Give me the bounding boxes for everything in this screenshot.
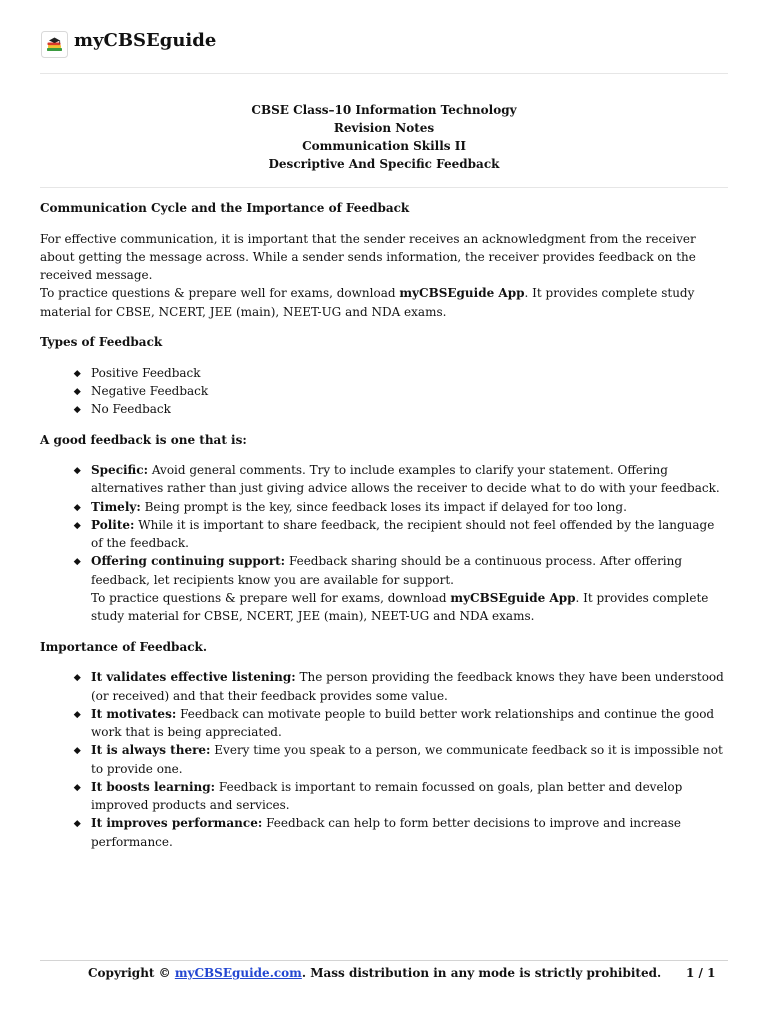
list-item-line: to provide one. xyxy=(91,761,183,776)
copyright-suffix: . Mass distribution in any mode is strictly prohibited. xyxy=(301,966,662,980)
promo-line: study material for CBSE, NCERT, JEE (main), NEET-UG and NDA exams. xyxy=(91,609,535,624)
app-name: myCBSEguide App xyxy=(399,286,525,301)
list-item-line xyxy=(91,461,728,479)
document-title xyxy=(40,101,728,173)
copyright-prefix: Copyright © xyxy=(88,966,175,980)
item-text: Feedback sharing should be a continuous process. After offering xyxy=(288,554,683,569)
intro-paragraph xyxy=(40,230,728,321)
website-link[interactable]: myCBSEguide.com xyxy=(174,966,302,980)
list-item xyxy=(91,552,728,625)
list-item xyxy=(91,364,728,382)
header-divider xyxy=(40,73,728,74)
list-item-line: of the feedback. xyxy=(91,536,189,551)
list-item xyxy=(91,461,728,498)
importance-list xyxy=(40,668,728,851)
item-label: It is always there: xyxy=(91,743,211,758)
title-subject: CBSE Class–10 Information Technology xyxy=(251,103,517,117)
title-topic: Descriptive And Specific Feedback xyxy=(268,157,500,171)
list-item-line: feedback, let recipients know you are available for support. xyxy=(91,572,454,587)
list-item xyxy=(91,778,728,815)
page-number: 1 / 1 xyxy=(686,966,716,980)
list-item-text: Positive Feedback xyxy=(91,365,201,380)
item-text: Feedback is important to remain focussed on goals, plan better and develop xyxy=(218,779,683,794)
notes-content xyxy=(40,199,728,851)
list-item xyxy=(91,382,728,400)
promo-line xyxy=(91,589,728,607)
list-item-line xyxy=(91,516,728,534)
item-text: The person providing the feedback knows they have been understood xyxy=(299,670,724,685)
section-heading: Importance of Feedback. xyxy=(40,639,208,654)
section-communication-cycle xyxy=(40,199,728,321)
promo-line: material for CBSE, NCERT, JEE (main), NEET-UG and NDA exams. xyxy=(40,304,447,319)
list-item-line xyxy=(91,741,728,759)
promo-text: To practice questions & prepare well for exams, download xyxy=(91,590,451,605)
item-label: Specific: xyxy=(91,463,149,478)
section-heading: A good feedback is one that is: xyxy=(40,432,247,447)
promo-text: . It provides complete study xyxy=(524,286,695,301)
list-item-line xyxy=(91,668,728,686)
section-good-feedback xyxy=(40,431,728,626)
list-item-line: (or received) and that their feedback provides some value. xyxy=(91,688,448,703)
list-item-line xyxy=(91,814,728,832)
list-item-line xyxy=(91,498,728,516)
item-label: It validates effective listening: xyxy=(91,670,296,685)
item-text: Every time you speak to a person, we communicate feedback so it is impossible not xyxy=(214,743,723,758)
item-label: Timely: xyxy=(91,499,141,514)
list-item-line xyxy=(91,705,728,723)
brand-name: myCBSEguide xyxy=(74,30,217,51)
promo-text: To practice questions & prepare well for exams, download xyxy=(40,286,400,301)
list-item-line: work that is being appreciated. xyxy=(91,725,282,740)
list-item xyxy=(91,400,728,418)
item-label: Offering continuing support: xyxy=(91,554,286,569)
item-label: It boosts learning: xyxy=(91,779,216,794)
list-item xyxy=(91,705,728,742)
item-label: Polite: xyxy=(91,517,135,532)
app-name: myCBSEguide App xyxy=(450,590,576,605)
item-text: Feedback can help to form better decisions to improve and increase xyxy=(266,816,682,831)
list-item-line: alternatives rather than just giving advice allows the receiver to decide what to do with your feedback. xyxy=(91,481,720,496)
item-text: Feedback can motivate people to build better work relationships and continue the good xyxy=(180,706,715,721)
list-item xyxy=(91,741,728,778)
item-label: It improves performance: xyxy=(91,816,263,831)
section-heading: Communication Cycle and the Importance of Feedback xyxy=(40,201,410,215)
list-item xyxy=(91,498,728,516)
list-item-text: No Feedback xyxy=(91,402,171,417)
promo-text: . It provides complete xyxy=(575,590,709,605)
feedback-types-list xyxy=(40,364,728,419)
list-item-line xyxy=(91,552,728,570)
title-doc-type: Revision Notes xyxy=(333,121,435,135)
list-item-line: improved products and services. xyxy=(91,798,290,813)
item-text: While it is important to share feedback, the recipient should not feel offended by the language xyxy=(138,517,715,532)
title-chapter: Communication Skills II xyxy=(302,139,466,153)
list-item-text: Negative Feedback xyxy=(91,383,209,398)
promo-line xyxy=(40,284,728,302)
section-types-of-feedback xyxy=(40,333,728,418)
section-importance xyxy=(40,638,728,851)
list-item-line xyxy=(91,778,728,796)
good-feedback-list xyxy=(40,461,728,625)
item-label: It motivates: xyxy=(91,706,177,721)
paragraph-line: about getting the message across. While a sender sends information, the receiver provides feedback on the xyxy=(40,249,696,264)
copyright-notice xyxy=(88,964,661,982)
list-item-line: performance. xyxy=(91,834,173,849)
list-item xyxy=(91,668,728,705)
paragraph-line: For effective communication, it is important that the sender receives an acknowledgment from the receiver xyxy=(40,231,696,246)
list-item xyxy=(91,814,728,851)
title-divider xyxy=(40,187,728,188)
mycbseguide-logo-icon xyxy=(41,31,68,58)
paragraph-line: received message. xyxy=(40,268,153,283)
footer-divider xyxy=(40,960,728,961)
item-text: Being prompt is the key, since feedback loses its impact if delayed for too long. xyxy=(144,499,627,514)
item-text: Avoid general comments. Try to include examples to clarify your statement. Offering xyxy=(151,463,668,478)
section-heading: Types of Feedback xyxy=(40,335,163,350)
list-item xyxy=(91,516,728,553)
